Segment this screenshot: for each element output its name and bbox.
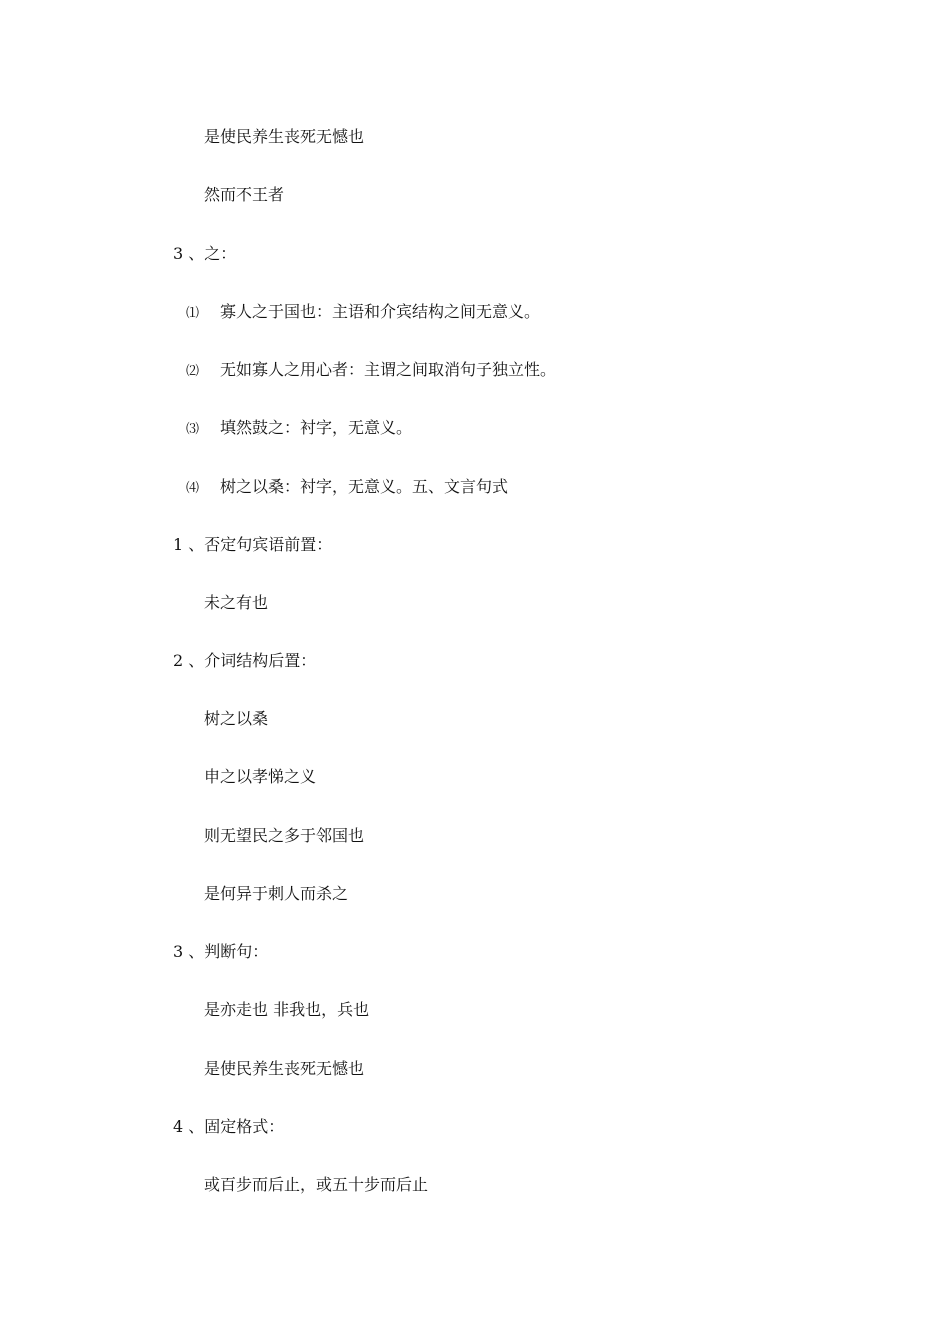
text-line: 树之以桑 <box>204 709 269 728</box>
section-heading: 2 、介词结构后置： <box>173 651 317 670</box>
numbered-item <box>186 302 540 324</box>
text-line: 或百步而后止，或五十步而后止 <box>204 1175 429 1194</box>
item-number: ⑶ <box>186 422 200 437</box>
item-text: 无如寡人之用心者：主谓之间取消句子独立性。 <box>220 360 557 379</box>
text-line: 申之以孝悌之义 <box>204 767 317 786</box>
item-number: ⑴ <box>186 306 200 321</box>
item-number: ⑵ <box>186 364 200 379</box>
text-line: 是使民养生丧死无憾也 <box>204 1059 365 1078</box>
item-text: 树之以桑：衬字，无意义。五、文言句式 <box>220 477 509 496</box>
text-line: 然而不王者 <box>204 185 285 204</box>
text-line: 是何异于刺人而杀之 <box>204 884 349 903</box>
section-heading: 1 、否定句宾语前置： <box>173 535 333 554</box>
item-text: 填然鼓之：衬字，无意义。 <box>220 418 413 437</box>
item-text: 寡人之于国也：主语和介宾结构之间无意义。 <box>220 302 541 321</box>
text-line: 未之有也 <box>204 593 269 612</box>
text-line: 是使民养生丧死无憾也 <box>204 127 365 146</box>
numbered-item <box>186 477 508 499</box>
section-heading: 4 、固定格式： <box>173 1117 285 1136</box>
text-line: 是亦走也 非我也，兵也 <box>204 1000 370 1019</box>
item-number: ⑷ <box>186 481 200 496</box>
text-line: 则无望民之多于邻国也 <box>204 826 365 845</box>
numbered-item <box>186 418 412 440</box>
numbered-item <box>186 360 556 382</box>
section-heading: 3 、之： <box>173 244 237 263</box>
section-heading: 3 、判断句： <box>173 942 269 961</box>
